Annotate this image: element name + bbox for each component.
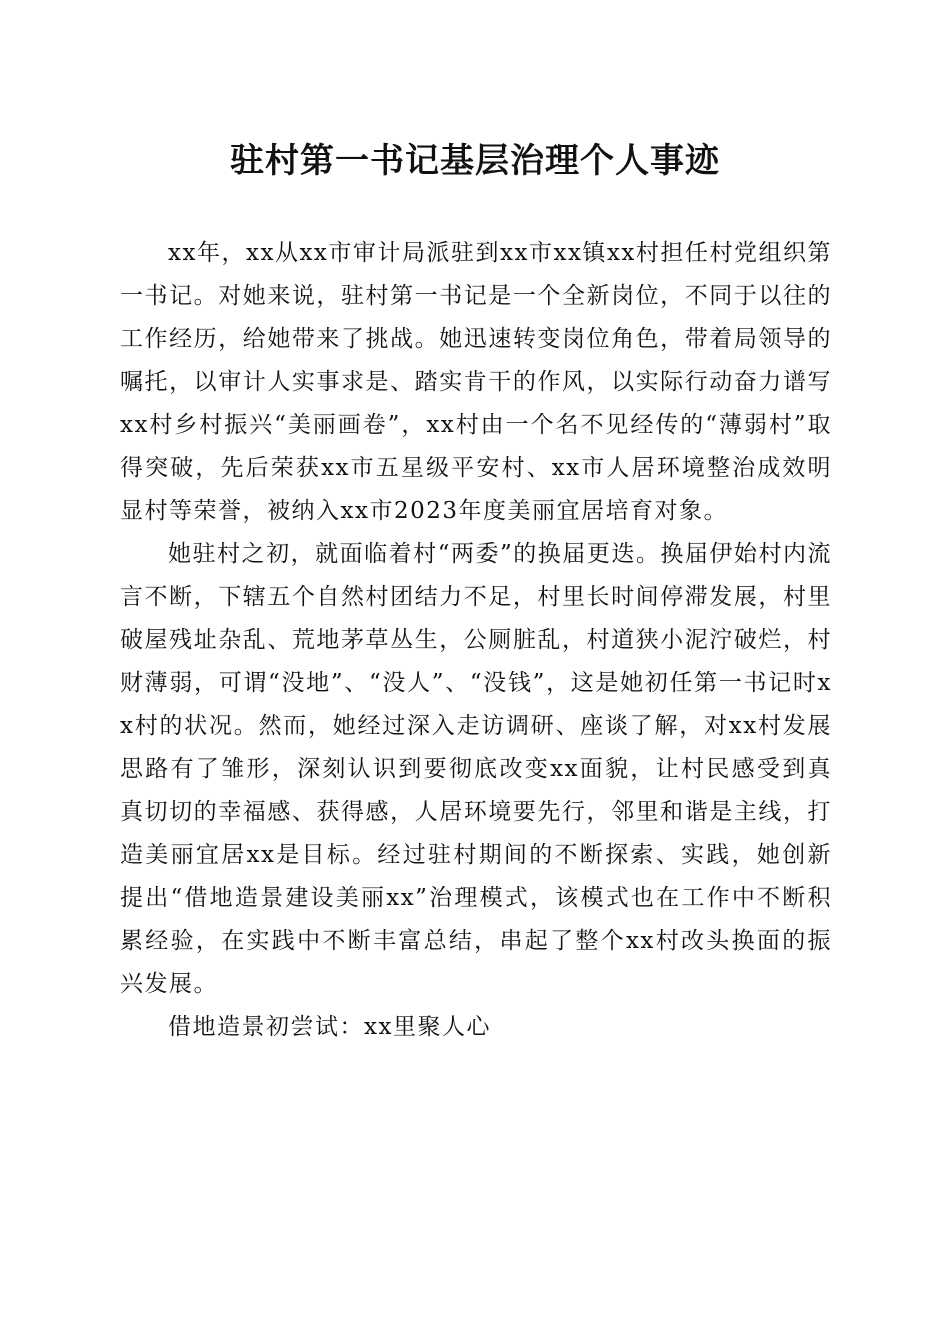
body-paragraph-2: 她驻村之初，就面临着村“两委”的换届更迭。换届伊始村内流言不断，下辖五个自然村团结力不足，村里长时间停滞发展，村里破屋残址杂乱、荒地茅草丛生，公厕脏乱，村道狭小泥泞破烂，村财薄弱，可谓“没地”、“没人”、“没钱”，这是她初任第一书记时xx村的状况。然而，她经过深入走访调研、座谈了解，对xx村发展思路有了雏形，深刻认识到要彻底改变xx面貌，让村民感受到真真切切的幸福感、获得感，人居环境要先行，邻里和谐是主线，打造美丽宜居xx是目标。经过驻村期间的不断探索、实践，她创新提出“借地造景建设美丽xx”治理模式，该模式也在工作中不断积累经验，在实践中不断丰富总结，串起了整个xx村改头换面的振兴发展。 — [120, 541, 832, 997]
section-heading: 借地造景初尝试：xx里聚人心 — [168, 1014, 491, 1040]
document-title: 驻村第一书记基层治理个人事迹 — [230, 141, 720, 181]
body-paragraph-1: xx年，xx从xx市审计局派驻到xx市xx镇xx村担任村党组织第一书记。对她来说，驻村第一书记是一个全新岗位，不同于以往的工作经历，给她带来了挑战。她迅速转变岗位角色，带着局领导的嘱托，以审计人实事求是、踏实肯干的作风，以实际行动奋力谱写xx村乡村振兴“美丽画卷”，xx村由一个名不见经传的“薄弱村”取得突破，先后荣获xx市五星级平安村、xx市人居环境整治成效明显村等荣誉，被纳入xx市2023年度美丽宜居培育对象。 — [120, 240, 832, 524]
document-body — [120, 232, 832, 1049]
